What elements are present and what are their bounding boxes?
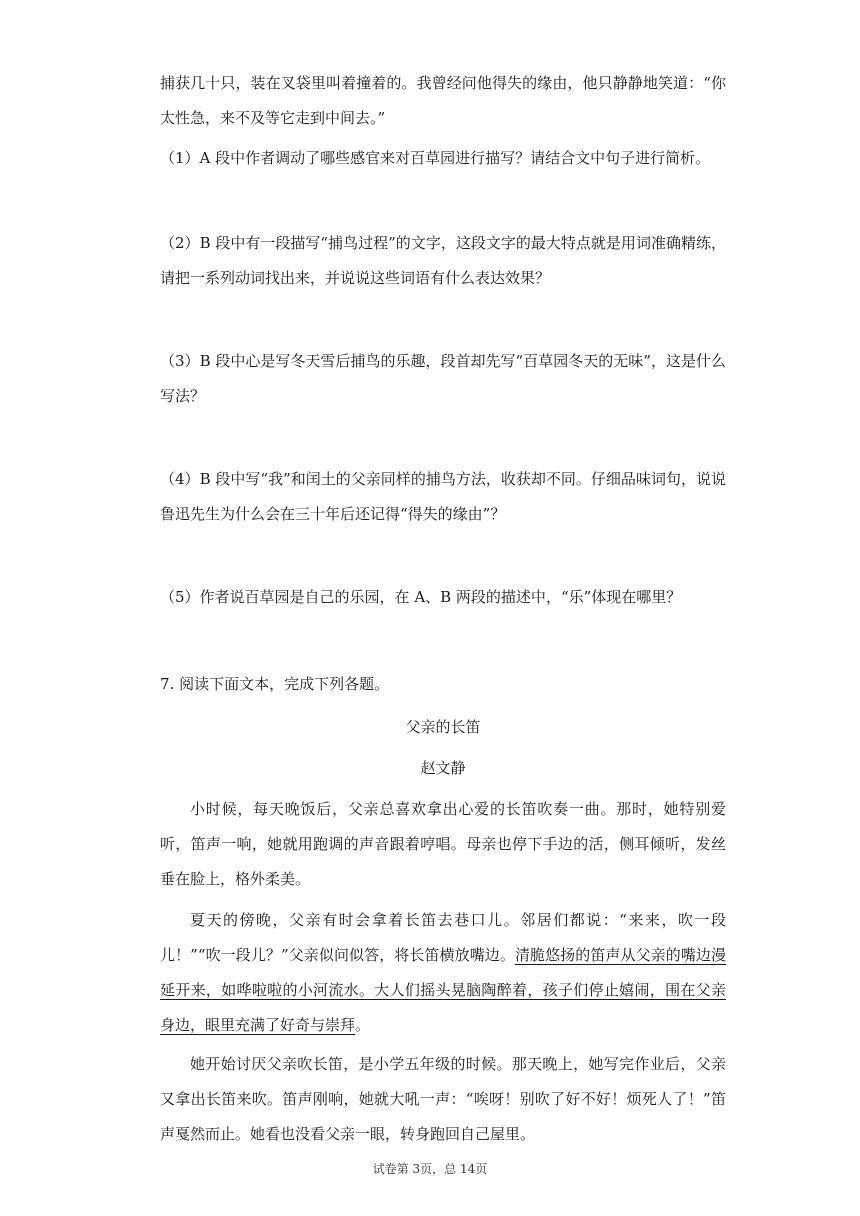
question-4: （4）B 段中写“我”和闰土的父亲同样的捕鸟方法，收获却不同。仔细品味词句，说说鲁迅先生为什么会在三十年后还记得“得失的缘由”？: [160, 470, 726, 523]
article-author: 赵文静: [420, 759, 466, 777]
page-footer: 试卷第 3页，总 14页: [372, 1162, 488, 1176]
article-title: 父亲的长笛: [405, 718, 481, 736]
question-1: （1）A 段中作者调动了哪些感官来对百草园进行描写？请结合文中句子进行简析。: [160, 149, 711, 167]
question-2: （2）B 段中有一段描写“捕鸟过程”的文字，这段文字的最大特点就是用词准确精练，请把一系列动词找出来，并说说这些词语有什么表达效果？: [160, 234, 726, 287]
question-3: （3）B 段中心是写冬天雪后捕鸟的乐趣，段首却先写“百草园冬天的无味”，这是什么写法？: [160, 352, 726, 405]
passage-tail-paragraph: 捕获几十只，装在叉袋里叫着撞着的。我曾经问他得失的缘由，他只静静地笑道：“你太性急，来不及等它走到中间去。”: [160, 74, 726, 127]
underlined-sentence: 清脆悠扬的笛声从父亲的嘴边漫延开来，如哗啦啦的小河流水。大人们摇头晃脑陶醉着，孩子们停止嬉闹，围在父亲身边，眼里充满了好奇与崇拜: [160, 946, 726, 1034]
paragraph-2-text: 夏天的傍晚，父亲有时会拿着长笛去巷口儿。邻居们都说：“来来，吹一段儿！”“吹一段儿？”父亲似问似答，将长笛横放嘴边。: [160, 911, 726, 964]
question-5: （5）作者说百草园是自己的乐园，在 A、B 两段的描述中，“乐”体现在哪里？: [160, 588, 682, 606]
question-7-prompt: 7. 阅读下面文本，完成下列各题。: [160, 675, 390, 693]
article-paragraph-1: 小时候，每天晚饭后，父亲总喜欢拿出心爱的长笛吹奏一曲。那时，她特别爱听，笛声一响，她就用跑调的声音跟着哼唱。母亲也停下手边的活，侧耳倾听，发丝垂在脸上，格外柔美。: [160, 800, 726, 888]
article-paragraph-2: [160, 903, 726, 1043]
paragraph-2-end: 。: [355, 1016, 371, 1034]
article-paragraph-3: 她开始讨厌父亲吹长笛，是小学五年级的时候。那天晚上，她写完作业后，父亲又拿出长笛来吹。笛声刚响，她就大吼一声：“唉呀！别吹了好不好！烦死人了！”笛声戛然而止。她看也没看父亲一眼，转身跑回自己屋里。: [160, 1055, 726, 1143]
